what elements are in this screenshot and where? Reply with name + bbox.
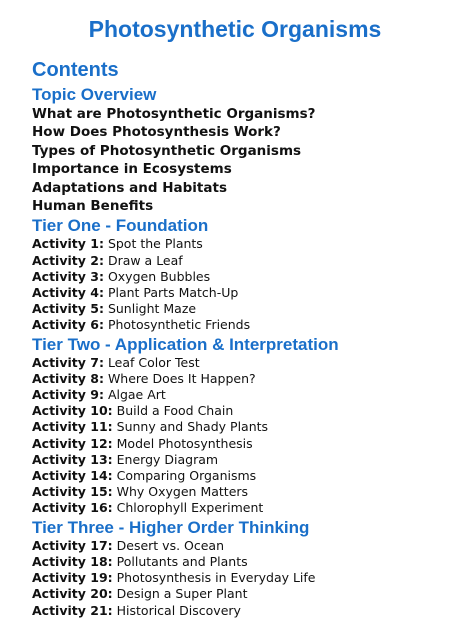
overview-item: What are Photosynthetic Organisms? bbox=[32, 106, 316, 122]
activity-item bbox=[32, 452, 462, 468]
activity-item bbox=[32, 387, 462, 403]
activity-name: Plant Parts Match-Up bbox=[107, 285, 239, 301]
activity-name: Why Oxygen Matters bbox=[116, 484, 249, 500]
activity-name: Desert vs. Ocean bbox=[116, 537, 225, 553]
activity-item bbox=[32, 419, 462, 435]
activity-name: Energy Diagram bbox=[116, 451, 219, 467]
activity-number: Activity 4: bbox=[32, 285, 104, 301]
contents-heading: Contents bbox=[32, 59, 119, 81]
activity-name: Oxygen Bubbles bbox=[107, 268, 211, 284]
activity-number: Activity 9: bbox=[32, 387, 104, 403]
table-of-contents bbox=[32, 58, 462, 619]
activity-number: Activity 12: bbox=[32, 435, 113, 451]
activity-name: Photosynthetic Friends bbox=[107, 317, 251, 333]
activity-item bbox=[32, 285, 462, 301]
tier-three-list bbox=[32, 538, 462, 619]
activity-name: Design a Super Plant bbox=[116, 586, 248, 602]
activity-item bbox=[32, 253, 462, 269]
activity-item bbox=[32, 586, 462, 602]
activity-number: Activity 6: bbox=[32, 317, 104, 333]
activity-name: Algae Art bbox=[107, 387, 166, 403]
activity-name: Leaf Color Test bbox=[107, 354, 200, 370]
activity-item bbox=[32, 269, 462, 285]
section-heading-tier-one: Tier One - Foundation bbox=[32, 216, 209, 236]
section-heading-tier-three: Tier Three - Higher Order Thinking bbox=[32, 517, 310, 537]
activity-item bbox=[32, 538, 462, 554]
activity-item bbox=[32, 301, 462, 317]
section-heading-overview: Topic Overview bbox=[32, 85, 157, 104]
activity-item bbox=[32, 236, 462, 252]
activity-number: Activity 3: bbox=[32, 268, 104, 284]
activity-number: Activity 1: bbox=[32, 236, 104, 252]
activity-name: Chlorophyll Experiment bbox=[116, 500, 264, 516]
activity-number: Activity 14: bbox=[32, 468, 113, 484]
page-title: Photosynthetic Organisms bbox=[88, 16, 382, 42]
activity-item bbox=[32, 355, 462, 371]
activity-item bbox=[32, 500, 462, 516]
overview-item: How Does Photosynthesis Work? bbox=[32, 124, 281, 141]
activity-number: Activity 13: bbox=[32, 451, 113, 467]
overview-item: Importance in Ecosystems bbox=[32, 161, 232, 178]
activity-name: Historical Discovery bbox=[116, 602, 241, 618]
activity-number: Activity 20: bbox=[32, 586, 113, 602]
overview-item: Types of Photosynthetic Organisms bbox=[32, 142, 302, 159]
activity-name: Spot the Plants bbox=[107, 236, 203, 252]
activity-number: Activity 5: bbox=[32, 301, 104, 317]
activity-name: Where Does It Happen? bbox=[107, 370, 256, 386]
activity-item bbox=[32, 484, 462, 500]
tier-two-list bbox=[32, 355, 462, 517]
activity-number: Activity 16: bbox=[32, 500, 113, 516]
activity-item bbox=[32, 554, 462, 570]
activity-name: Draw a Leaf bbox=[107, 252, 183, 268]
activity-item bbox=[32, 317, 462, 333]
overview-item: Adaptations and Habitats bbox=[32, 179, 227, 196]
activity-item bbox=[32, 436, 462, 452]
overview-item: Human Benefits bbox=[32, 198, 154, 215]
activity-number: Activity 15: bbox=[32, 484, 113, 500]
activity-number: Activity 8: bbox=[32, 370, 104, 386]
activity-name: Photosynthesis in Everyday Life bbox=[116, 570, 316, 586]
activity-number: Activity 18: bbox=[32, 553, 113, 569]
activity-item bbox=[32, 570, 462, 586]
activity-number: Activity 17: bbox=[32, 537, 113, 553]
activity-number: Activity 7: bbox=[32, 354, 104, 370]
tier-one-list bbox=[32, 236, 462, 333]
activity-name: Sunny and Shady Plants bbox=[116, 419, 269, 435]
activity-number: Activity 2: bbox=[32, 252, 104, 268]
activity-name: Pollutants and Plants bbox=[116, 553, 248, 569]
activity-number: Activity 19: bbox=[32, 570, 113, 586]
activity-item bbox=[32, 468, 462, 484]
activity-number: Activity 11: bbox=[32, 419, 113, 435]
activity-item bbox=[32, 603, 462, 619]
activity-item bbox=[32, 371, 462, 387]
activity-name: Build a Food Chain bbox=[116, 403, 234, 419]
activity-name: Model Photosynthesis bbox=[116, 435, 253, 451]
activity-number: Activity 21: bbox=[32, 602, 113, 618]
section-heading-tier-two: Tier Two - Application & Interpretation bbox=[32, 334, 339, 354]
overview-list bbox=[32, 105, 462, 215]
activity-name: Sunlight Maze bbox=[107, 301, 197, 317]
activity-number: Activity 10: bbox=[32, 403, 113, 419]
activity-item bbox=[32, 403, 462, 419]
activity-name: Comparing Organisms bbox=[116, 468, 257, 484]
